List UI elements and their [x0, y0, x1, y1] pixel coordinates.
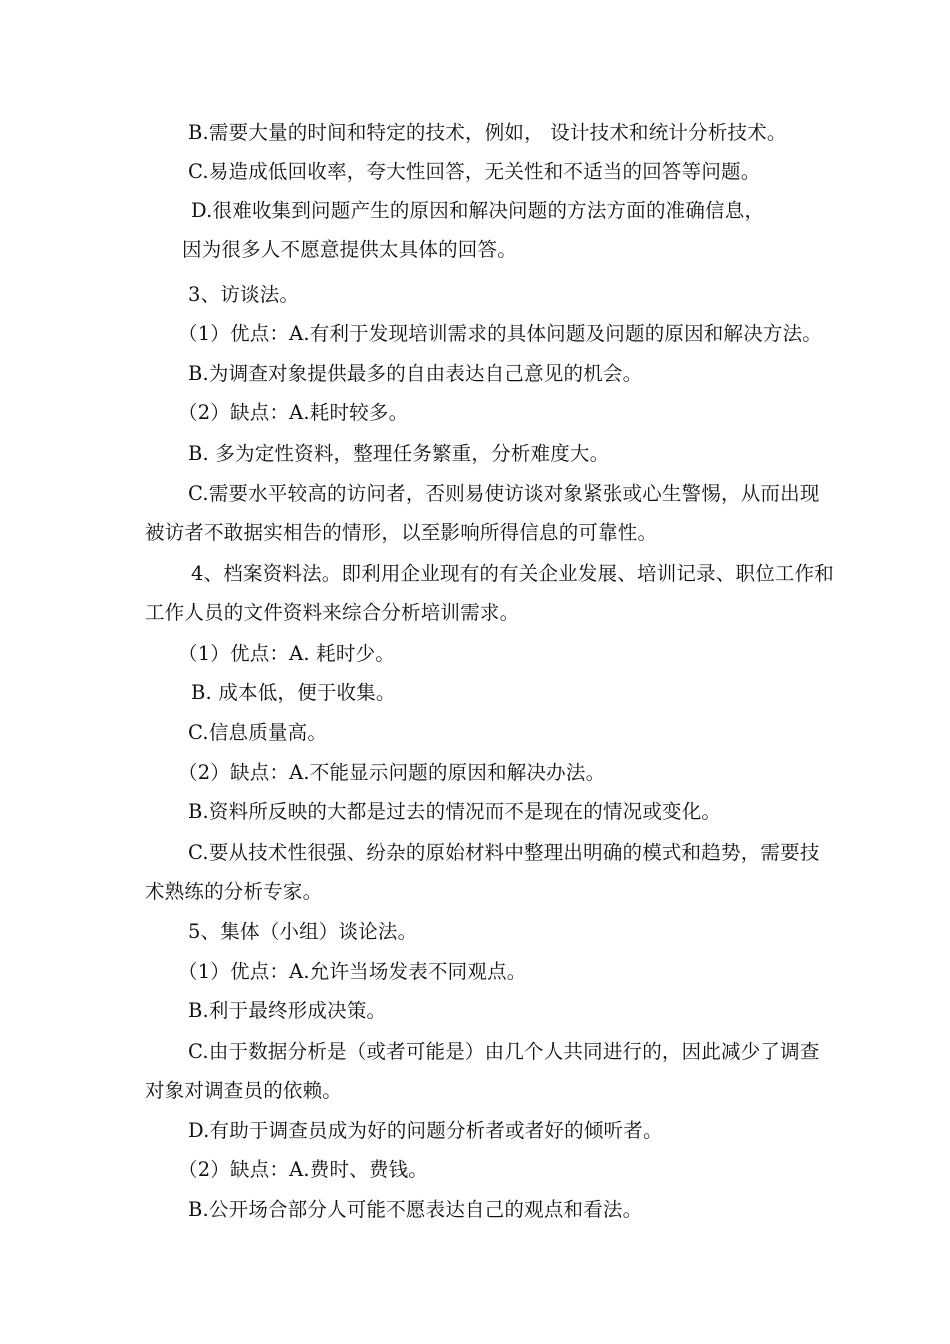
text-line: D.很难收集到问题产生的原因和解决问题的方法方面的准确信息，: [191, 199, 765, 222]
text-line: C.由于数据分析是（或者可能是）由几个人共同进行的，因此减少了调查: [188, 1040, 820, 1063]
section-heading: 4、档案资料法。即利用企业现有的有关企业发展、培训记录、职位工作和: [191, 562, 835, 585]
text-line: B.为调查对象提供最多的自由表达自己意见的机会。: [188, 362, 643, 385]
text-line: B.需要大量的时间和特定的技术，例如， 设计技术和统计分析技术。: [188, 121, 787, 144]
text-line: C.信息质量高。: [188, 721, 328, 744]
text-line: C.要从技术性很强、纷杂的原始材料中整理出明确的模式和趋势，需要技: [188, 841, 820, 864]
text-line: D.有助于调查员成为好的问题分析者或者好的倾听者。: [188, 1119, 663, 1142]
text-line: B. 多为定性资料，整理任务繁重，分析难度大。: [188, 442, 610, 465]
text-line: （1）优点：A.允许当场发表不同观点。: [178, 960, 527, 983]
text-line: （2）缺点：A.耗时较多。: [178, 401, 409, 424]
text-line: B. 成本低，便于收集。: [191, 681, 396, 704]
text-line: B.公开场合部分人可能不愿表达自己的观点和看法。: [188, 1198, 643, 1221]
text-line: B.利于最终形成决策。: [188, 999, 387, 1022]
text-line: 对象对调查员的依赖。: [145, 1079, 343, 1102]
text-line: 因为很多人不愿意提供太具体的回答。: [182, 238, 517, 261]
text-line: C.易造成低回收率，夸大性回答，无关性和不适当的回答等问题。: [188, 160, 761, 183]
text-line: （2）缺点：A.不能显示问题的原因和解决办法。: [178, 761, 606, 784]
section-heading: 5、集体（小组）谈论法。: [188, 920, 418, 943]
text-line: 工作人员的文件资料来综合分析培训需求。: [145, 601, 520, 624]
text-line: （1）优点：A. 耗时少。: [178, 642, 395, 665]
text-line: C.需要水平较高的访问者，否则易使访谈对象紧张或心生警惕，从而出现: [188, 482, 820, 505]
text-line: 术熟练的分析专家。: [145, 880, 323, 903]
text-line: （2）缺点：A.费时、费钱。: [178, 1158, 428, 1181]
text-line: B.资料所反映的大都是过去的情况而不是现在的情况或变化。: [188, 800, 722, 823]
text-line: 被访者不敢据实相告的情形，以至影响所得信息的可靠性。: [145, 521, 658, 544]
section-heading: 3、访谈法。: [188, 283, 300, 306]
text-line: （1）优点：A.有利于发现培训需求的具体问题及问题的原因和解决方法。: [178, 322, 822, 345]
